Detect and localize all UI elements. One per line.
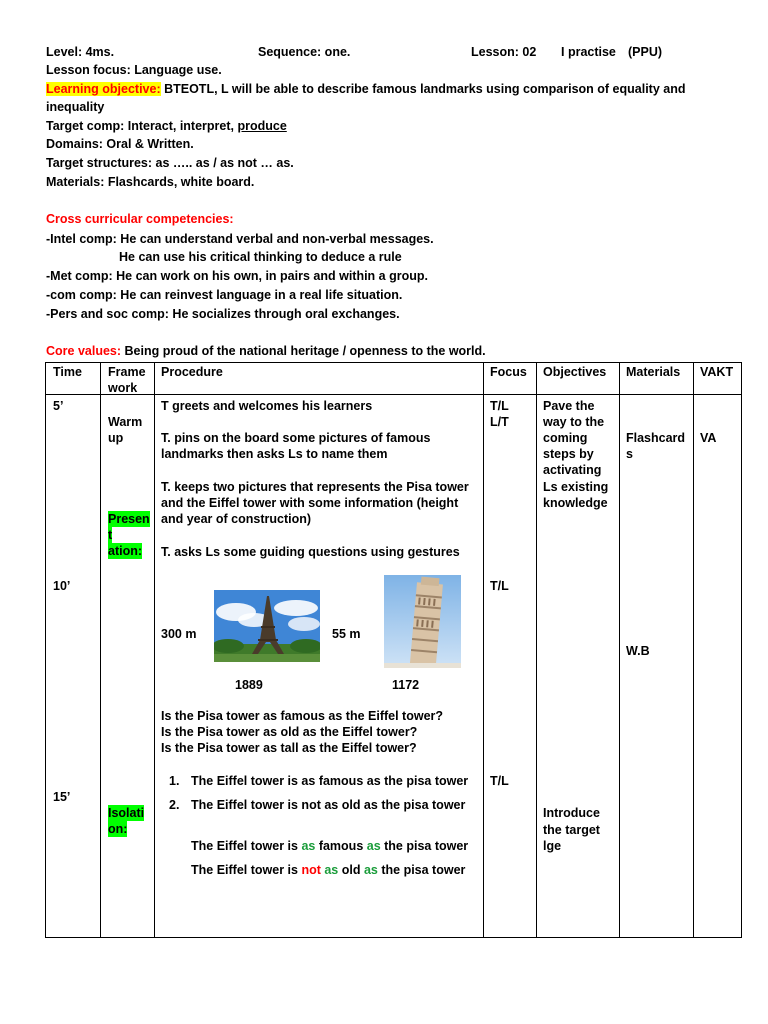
target-comp — [46, 117, 287, 135]
table-body-row — [46, 395, 742, 938]
cross-curricular-line: -Intel comp: He can understand verbal and non-verbal messages. — [46, 232, 434, 246]
level-label: Level: 4ms. — [46, 45, 115, 59]
framework-presentation: Presen — [108, 512, 150, 526]
focus-value: L/T — [490, 415, 509, 429]
framework-presentation: t — [108, 528, 113, 542]
objective-line: way to the — [543, 415, 605, 429]
objective-line: knowledge — [543, 496, 608, 510]
rule-sentence-inequality — [191, 862, 465, 878]
objective-line: Introduce — [543, 806, 600, 820]
pisa-tower-image — [384, 575, 461, 668]
rule-keyword-as: as — [324, 863, 339, 877]
cross-curricular-line: He can use his critical thinking to deduce a rule — [119, 250, 402, 264]
model-sentence: The Eiffel tower is as famous as the pisa tower — [191, 774, 469, 788]
lesson-label: Lesson: 02 — [471, 45, 537, 59]
target-comp-prefix: Target comp: Interact, interpret, — [46, 119, 238, 133]
header-vakt: VAKT — [700, 365, 734, 379]
header-procedure: Procedure — [161, 365, 223, 379]
focus-value: T/L — [490, 399, 509, 413]
time-cell — [46, 395, 101, 938]
rule-text: The Eiffel tower is — [191, 839, 302, 853]
header-framework: Frame — [108, 365, 146, 379]
objective-line: coming — [543, 431, 588, 445]
target-comp-produce: produce — [237, 119, 287, 133]
learning-objective — [46, 80, 685, 98]
practise-label: I practise — [561, 45, 616, 59]
rule-sentence-equality — [191, 838, 468, 854]
time-value: 5’ — [53, 399, 64, 413]
materials: Materials: Flashcards, white board. — [46, 175, 255, 189]
guiding-question: Is the Pisa tower as famous as the Eiffel tower? — [161, 709, 444, 723]
procedure-line: and the Eiffel tower with some information (height — [161, 496, 459, 510]
material-value: W.B — [626, 644, 650, 658]
focus-cell — [484, 395, 537, 938]
time-value: 10’ — [53, 579, 71, 593]
header-objectives: Objectives — [543, 365, 607, 379]
cross-curricular-heading: Cross curricular competencies: — [46, 212, 234, 226]
procedure-cell — [155, 395, 484, 938]
objective-line: activating — [543, 463, 602, 477]
lesson-focus: Lesson focus: Language use. — [46, 63, 222, 77]
vakt-cell — [694, 395, 742, 938]
header-procedure-cell — [155, 363, 484, 395]
cross-curricular-line: -Pers and soc comp: He socializes through oral exchanges. — [46, 307, 400, 321]
rule-keyword-as: as — [301, 839, 316, 853]
eiffel-year: 1889 — [235, 678, 263, 692]
rule-text: old — [338, 863, 364, 877]
header-focus: Focus — [490, 365, 527, 379]
objective-line: Pave the — [543, 399, 595, 413]
header-time-cell — [46, 363, 101, 395]
framework-cell — [101, 395, 155, 938]
framework-presentation: ation: — [108, 544, 143, 558]
guiding-question: Is the Pisa tower as old as the Eiffel tower? — [161, 725, 418, 739]
domains: Domains: Oral & Written. — [46, 137, 194, 151]
rule-text: the pisa tower — [377, 863, 466, 877]
focus-value: T/L — [490, 579, 509, 593]
cross-curricular-line: -com comp: He can reinvest language in a real life situation. — [46, 288, 403, 302]
vakt-value: VA — [700, 431, 717, 445]
framework-up: up — [108, 431, 124, 445]
rule-text: famous — [315, 839, 367, 853]
header-focus-cell — [484, 363, 537, 395]
rule-text: The Eiffel tower is — [191, 863, 302, 877]
procedure-line: and year of construction) — [161, 512, 312, 526]
header-materials-cell — [620, 363, 694, 395]
procedure-line: T. asks Ls some guiding questions using gestures — [161, 545, 460, 559]
model-sentence: The Eiffel tower is not as old as the pisa tower — [191, 798, 466, 812]
framework-warm: Warm — [108, 415, 143, 429]
framework-isolation: on: — [108, 822, 128, 836]
materials-cell — [620, 395, 694, 938]
header-time: Time — [53, 365, 82, 379]
eiffel-tower-image — [214, 590, 320, 662]
header-objectives-cell — [537, 363, 620, 395]
objective-line: Ls existing — [543, 480, 609, 494]
learning-objective-text: BTEOTL, L will be able to describe famous landmarks using comparison of equality and — [160, 82, 686, 96]
header-vakt-cell — [694, 363, 742, 395]
objective-line: steps by — [543, 447, 594, 461]
sentence-number: 2. — [169, 798, 180, 812]
learning-objective-line2: inequality — [46, 100, 105, 114]
header-framework-2: work — [108, 381, 138, 395]
guiding-question: Is the Pisa tower as tall as the Eiffel tower? — [161, 741, 417, 755]
table-header-row — [46, 363, 742, 395]
rule-keyword-as: as — [363, 863, 378, 877]
header-framework-cell — [101, 363, 155, 395]
material-value: Flashcard — [626, 431, 686, 445]
cross-curricular-line: -Met comp: He can work on his own, in pairs and within a group. — [46, 269, 428, 283]
core-values-label: Core values: — [46, 344, 122, 358]
core-values-text: Being proud of the national heritage / openness to the world. — [121, 344, 486, 358]
rule-text: the pisa tower — [380, 839, 469, 853]
core-values — [46, 342, 486, 360]
target-structures: Target structures: as ….. as / as not … as. — [46, 156, 294, 170]
material-value: s — [626, 447, 633, 461]
framework-isolation: Isolati — [108, 806, 145, 820]
procedure-line: T greets and welcomes his learners — [161, 399, 373, 413]
procedure-line: T. pins on the board some pictures of famous — [161, 431, 431, 445]
lesson-plan-table — [45, 362, 742, 938]
learning-objective-label: Learning objective: — [46, 82, 161, 96]
objectives-cell — [537, 395, 620, 938]
pisa-year: 1172 — [392, 678, 420, 692]
objective-line: the target — [543, 823, 600, 837]
ppu-label: (PPU) — [628, 45, 663, 59]
time-value: 15’ — [53, 790, 71, 804]
focus-value: T/L — [490, 774, 509, 788]
rule-keyword-not: not — [301, 863, 321, 877]
objective-line: lge — [543, 839, 562, 853]
sequence-label: Sequence: one. — [258, 45, 351, 59]
procedure-line: T. keeps two pictures that represents the Pisa tower — [161, 480, 469, 494]
header-materials: Materials — [626, 365, 681, 379]
sentence-number: 1. — [169, 774, 180, 788]
pisa-height: 55 m — [332, 627, 361, 641]
procedure-line: landmarks then asks Ls to name them — [161, 447, 388, 461]
eiffel-height: 300 m — [161, 627, 197, 641]
rule-keyword-as: as — [366, 839, 381, 853]
